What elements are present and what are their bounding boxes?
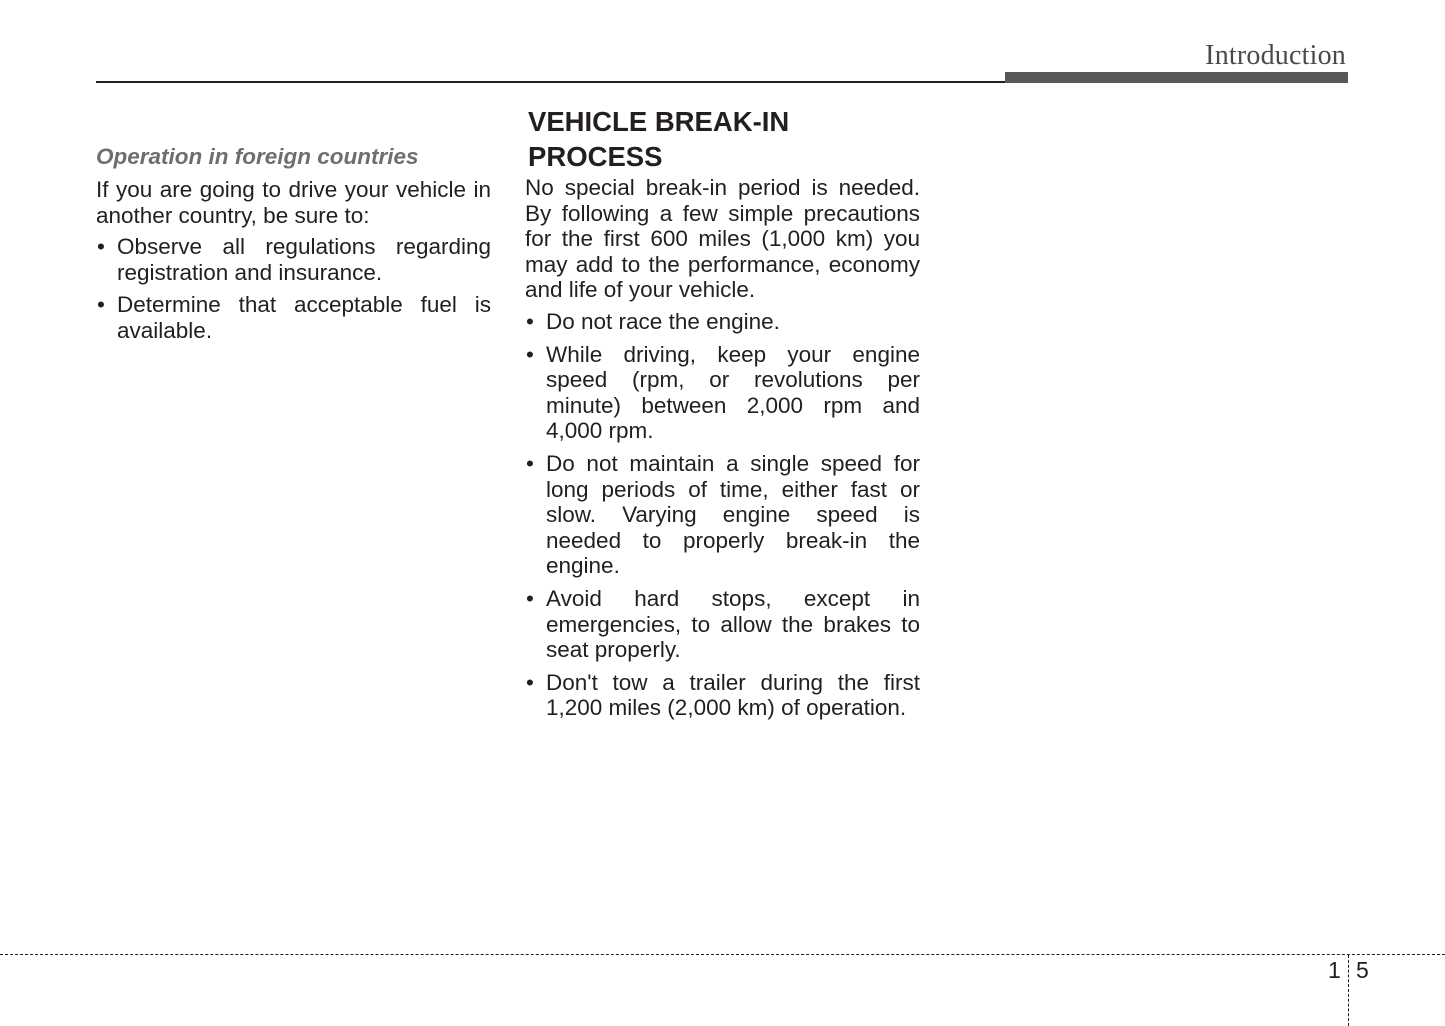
foreign-countries-intro: If you are going to drive your vehicle in another country, be sure to: xyxy=(96,177,491,228)
break-in-list xyxy=(525,309,920,721)
list-item-text: Don't tow a trailer during the first 1,200 miles (2,000 km) of operation. xyxy=(546,669,920,721)
footer-rule xyxy=(0,954,1445,955)
bullet-icon: • xyxy=(526,450,534,476)
header-accent-bar xyxy=(1005,72,1348,83)
header-rule xyxy=(96,81,1006,83)
list-item xyxy=(525,451,920,579)
bullet-icon: • xyxy=(526,341,534,367)
list-item xyxy=(525,586,920,663)
list-item xyxy=(525,309,920,335)
bullet-icon: • xyxy=(526,585,534,611)
middle-column xyxy=(525,104,920,728)
page-number: 5 xyxy=(1356,957,1369,983)
section-header-title: Introduction xyxy=(1205,40,1346,71)
left-column xyxy=(96,143,491,351)
heading-break-in-process: VEHICLE BREAK-IN PROCESS xyxy=(528,106,790,172)
break-in-intro: No special break-in period is needed. By following a few simple precautions for the first 600 miles (1,000 km) you may add to the performance, economy and life of your vehicle. xyxy=(525,175,920,303)
list-item-text: Determine that acceptable fuel is available. xyxy=(117,292,491,343)
page-chapter-number: 1 xyxy=(1328,957,1341,983)
subheading-foreign-countries: Operation in foreign countries xyxy=(96,144,419,169)
bullet-icon: • xyxy=(97,292,105,318)
list-item-text: Do not race the engine. xyxy=(546,308,780,334)
bullet-icon: • xyxy=(97,234,105,260)
foreign-countries-list xyxy=(96,234,491,343)
list-item-text: Observe all regulations regarding registration and insurance. xyxy=(117,234,491,285)
list-item xyxy=(96,292,491,343)
list-item-text: Do not maintain a single speed for long periods of time, either fast or slow. Varying engine speed is needed to properly break-in the engine. xyxy=(546,450,920,579)
list-item xyxy=(525,670,920,721)
bullet-icon: • xyxy=(526,308,534,334)
list-item xyxy=(96,234,491,285)
list-item-text: While driving, keep your engine speed (rpm, or revolutions per minute) between 2,000 rpm and 4,000 rpm. xyxy=(546,341,920,444)
list-item xyxy=(525,342,920,444)
footer-page-divider xyxy=(1348,955,1349,1026)
bullet-icon: • xyxy=(526,669,534,695)
list-item-text: Avoid hard stops, except in emergencies, to allow the brakes to seat properly. xyxy=(546,585,920,663)
